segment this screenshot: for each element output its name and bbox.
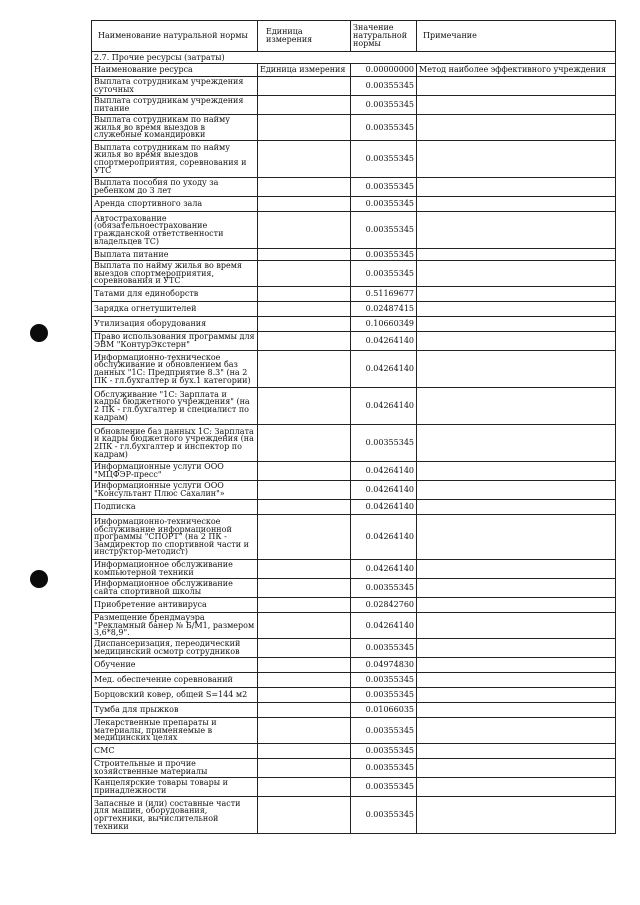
row-unit [258,718,351,744]
row-name: Выплата пособия по уходу за ребенком до 3 лет [92,178,258,197]
row-unit [258,688,351,703]
row-unit [258,515,351,560]
header-value: Значение натуральной нормы [351,21,417,52]
row-value: 0.00355345 [351,688,417,703]
punch-hole-top [30,324,48,342]
row-name: Выплата сотрудникам по найму жилья во время выездов в служебные командировки [92,115,258,141]
row-value: 0.10660349 [351,317,417,332]
row-unit [258,778,351,797]
row-note [417,249,616,261]
table-header-row [92,21,616,52]
row-unit [258,462,351,481]
table-row [92,141,616,178]
table-row [92,77,616,96]
norms-table [91,20,616,834]
row-unit [258,197,351,212]
table-row [92,639,616,658]
row-value: 0.00355345 [351,141,417,178]
table-row [92,797,616,834]
header-name: Наименование натуральной нормы [92,21,258,52]
row-unit [258,658,351,673]
row-name: СМС [92,744,258,759]
row-value: 0.00355345 [351,261,417,287]
row-unit [258,759,351,778]
row-name: Выплата по найму жилья во время выездов спортмероприятия, соревнования и УТС [92,261,258,287]
row-value: 0.04264140 [351,351,417,388]
row-unit [258,673,351,688]
row-unit [258,613,351,639]
header-note: Примечание [417,21,616,52]
row-value: 0.00355345 [351,744,417,759]
row-unit [258,579,351,598]
row-name: Подписка [92,500,258,515]
table-row [92,317,616,332]
table-row [92,744,616,759]
row-note [417,462,616,481]
row-value: 0.00355345 [351,425,417,462]
table-row [92,261,616,287]
row-note [417,96,616,115]
row-name: Обслуживание "1С: Зарплата и кадры бюджетного учреждения" (на 2 ПК - гл.бухгалтер и специалист по кадрам) [92,388,258,425]
row-value: 0.00355345 [351,673,417,688]
table-row [92,197,616,212]
row-note [417,425,616,462]
table-row [92,703,616,718]
row-unit [258,703,351,718]
row-note [417,500,616,515]
row-note [417,744,616,759]
row-unit [258,141,351,178]
row-value: 0.51169677 [351,287,417,302]
row-name: Информационные услуги ООО "МЦФЭР-пресс" [92,462,258,481]
header-unit: Единица измерения [258,21,351,52]
row-value: 0.04264140 [351,332,417,351]
row-name: Выплата сотрудникам учреждения питание [92,96,258,115]
row-unit [258,425,351,462]
row-name: Строительные и прочие хозяйственные материалы [92,759,258,778]
row-note [417,317,616,332]
row-name: Информационно-техническое обслуживание и обновлением баз данных "1С: Предприятие 8.3" (на 2 ПК - гл.бухгалтер и бух.1 категории) [92,351,258,388]
row-name: Утилизация оборудования [92,317,258,332]
row-unit [258,332,351,351]
row-name: Тумба для прыжков [92,703,258,718]
row-value: 0.00355345 [351,778,417,797]
row-value: 0.00355345 [351,639,417,658]
row-value: 0.00355345 [351,197,417,212]
row-name: Диспансеризация, переодический медицинский осмотр сотрудников [92,639,258,658]
row-note [417,388,616,425]
row-unit [258,77,351,96]
row-value: 0.04264140 [351,462,417,481]
table-row [92,249,616,261]
row-note [417,797,616,834]
section-title: 2.7. Прочие ресурсы (затраты) [92,52,616,64]
row-note [417,115,616,141]
row-name: Выплата сотрудникам по найму жилья во время выездов спортмероприятия, соревнования и УТС [92,141,258,178]
row-value: 0.04264140 [351,515,417,560]
table-row [92,598,616,613]
row-name: Лекарственные препараты и материалы, применяемые в медицинских целях [92,718,258,744]
row-unit [258,560,351,579]
row-note [417,178,616,197]
row-note [417,598,616,613]
table-row [92,96,616,115]
row-note [417,481,616,500]
subheader-value: 0.00000000 [351,64,417,77]
row-name: Зарядка огнетушителей [92,302,258,317]
subheader-name: Наименование ресурса [92,64,258,77]
section-row [92,52,616,64]
table-row [92,673,616,688]
row-name: Мед. обеспечение соревнований [92,673,258,688]
row-note [417,212,616,249]
row-name: Запасные и (или) составные части для машин, оборудования, оргтехники, вычислительной техники [92,797,258,834]
row-name: Размещение брендмауэра "Рекламный банер № Б/М1, размером 3,6*8,9". [92,613,258,639]
row-name: Выплата сотрудникам учреждения суточных [92,77,258,96]
row-value: 0.00355345 [351,797,417,834]
row-value: 0.02487415 [351,302,417,317]
row-name: Канцелярские товары товары и принадлежности [92,778,258,797]
row-unit [258,351,351,388]
row-name: Борцовский ковер, общей S=144 м2 [92,688,258,703]
row-note [417,287,616,302]
row-value: 0.00355345 [351,96,417,115]
row-unit [258,481,351,500]
row-value: 0.00355345 [351,249,417,261]
row-unit [258,178,351,197]
row-value: 0.04264140 [351,388,417,425]
table-row [92,688,616,703]
table-row [92,778,616,797]
row-value: 0.00355345 [351,212,417,249]
row-value: 0.02842760 [351,598,417,613]
row-unit [258,500,351,515]
row-value: 0.00355345 [351,77,417,96]
row-value: 0.04264140 [351,500,417,515]
row-name: Аренда спортивного зала [92,197,258,212]
row-note [417,261,616,287]
row-name: Приобретение антивируса [92,598,258,613]
row-value: 0.00355345 [351,178,417,197]
row-note [417,639,616,658]
row-value: 0.04974830 [351,658,417,673]
row-value: 0.00355345 [351,115,417,141]
row-note [417,673,616,688]
row-unit [258,115,351,141]
table-row [92,388,616,425]
table-row [92,481,616,500]
row-unit [258,302,351,317]
table-row [92,579,616,598]
row-note [417,613,616,639]
row-unit [258,388,351,425]
row-unit [258,744,351,759]
row-value: 0.04264140 [351,613,417,639]
row-note [417,778,616,797]
row-name: Татами для единоборств [92,287,258,302]
row-unit [258,598,351,613]
row-note [417,332,616,351]
row-name: Обучение [92,658,258,673]
table-row [92,178,616,197]
table-row [92,302,616,317]
row-value: 0.00355345 [351,579,417,598]
table-row [92,560,616,579]
row-value: 0.04264140 [351,481,417,500]
table-row [92,287,616,302]
table-row [92,462,616,481]
subheader-note: Метод наиболее эффективного учреждения [417,64,616,77]
row-unit [258,212,351,249]
row-name: Автострахование (обязательноестрахование гражданской ответственности владельцев ТС) [92,212,258,249]
table-row [92,332,616,351]
table-row [92,500,616,515]
row-unit [258,261,351,287]
row-note [417,560,616,579]
table-row [92,115,616,141]
row-note [417,302,616,317]
table-row [92,718,616,744]
row-unit [258,249,351,261]
row-note [417,718,616,744]
table-row [92,515,616,560]
row-note [417,77,616,96]
row-name: Информационное обслуживание сайта спортивной школы [92,579,258,598]
punch-hole-bottom [30,570,48,588]
table-row [92,351,616,388]
row-unit [258,96,351,115]
row-name: Информационно-техническое обслуживание информационной программы "СПОРТ" (на 2 ПК - Замдиректор по спортивной части и инструктор-методист) [92,515,258,560]
row-unit [258,287,351,302]
row-value: 0.04264140 [351,560,417,579]
row-name: Выплата питание [92,249,258,261]
row-unit [258,317,351,332]
row-unit [258,639,351,658]
row-name: Право использования программы для ЭВМ "КонтурЭкстерн" [92,332,258,351]
row-note [417,351,616,388]
table-row [92,613,616,639]
subheader-unit: Единица измерения [258,64,351,77]
row-note [417,579,616,598]
table-row [92,658,616,673]
row-note [417,141,616,178]
subheader-row [92,64,616,77]
row-unit [258,797,351,834]
row-note [417,759,616,778]
row-name: Обновление баз данных 1С: Зарплата и кадры бюджетного учреждения (на 2ПК - гл.бухгалтер и инспектор по кадрам) [92,425,258,462]
row-name: Информационное обслуживание компьютерной техники [92,560,258,579]
row-value: 0.00355345 [351,759,417,778]
row-note [417,688,616,703]
row-value: 0.01066035 [351,703,417,718]
row-note [417,515,616,560]
row-note [417,197,616,212]
row-value: 0.00355345 [351,718,417,744]
table-row [92,759,616,778]
row-note [417,703,616,718]
table-row [92,425,616,462]
row-name: Информационные услуги ООО "Консультант Плюс Сахалин"» [92,481,258,500]
row-note [417,658,616,673]
table-row [92,212,616,249]
